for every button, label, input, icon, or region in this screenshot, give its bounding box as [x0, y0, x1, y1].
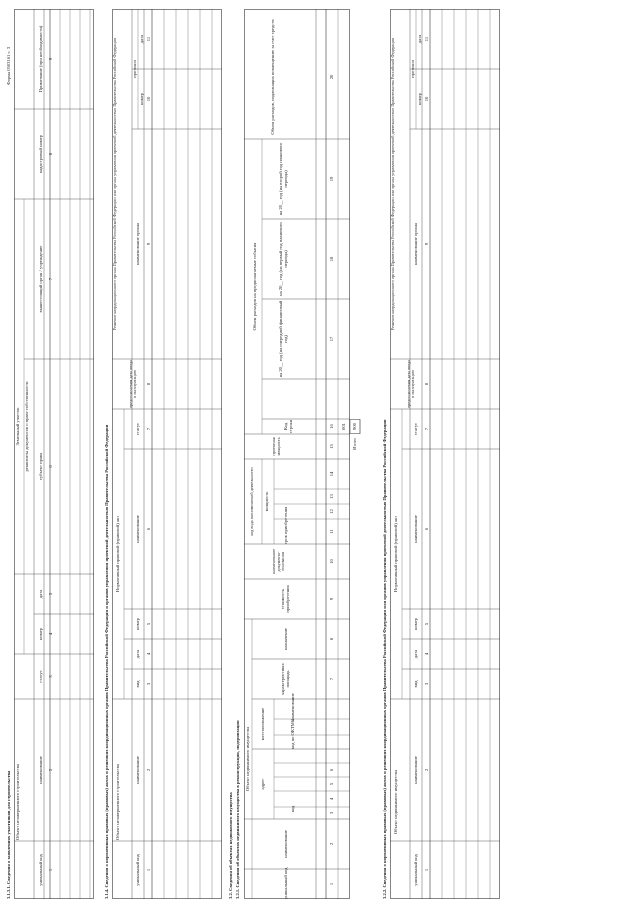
s314-group-left: Объект незавершенного строительства: [115, 764, 120, 840]
s322-group-left: Объект недвижимого имущества: [393, 769, 398, 835]
s321-col-area: характеристики: площадь: [280, 662, 290, 696]
s313-num: 6: [48, 465, 53, 468]
s314-num: 9: [146, 242, 151, 246]
s314-group-right: Решение координационного органа Правительства Российской Федерации или органа управления проектной деятельностью Правительства Российской Федерации: [112, 37, 117, 331]
section-321-title: 3.2.1. Сведения об объектах недвижимого имущества в реконструкции, модернизации: [235, 720, 240, 899]
s313-col-higher: вышестоящий орган / учреждение: [38, 245, 43, 313]
s321-num: 2: [329, 842, 334, 846]
s322-col-proj: предполагаемая дата ввода в эксплуатацию: [406, 360, 416, 408]
s322-col-vid: вид: [413, 680, 418, 688]
s321-col-kod-okato: код по ОКТМО: [290, 718, 295, 749]
s313-col-cadastral: кадастровый номер: [38, 134, 43, 174]
section-32-title: 3.2. Сведения об объектах недвижимого имущества: [228, 792, 233, 899]
s314-col-code: уникальный код: [135, 854, 140, 886]
s321-num: 4: [329, 797, 334, 801]
s322-col-pdate: дата: [417, 34, 422, 44]
s313-num: 4: [48, 632, 53, 636]
s321-num: 16: [329, 424, 334, 429]
s321-num: 19: [329, 176, 334, 182]
s321-num: 15: [329, 444, 334, 449]
s321-num: 10: [329, 559, 334, 564]
s314-num: 6: [146, 527, 151, 531]
s322-col-number: номер: [413, 618, 418, 630]
section-322-title: 3.2.2. Сведения о нормативных правовых (правовых) актах и решениях координационных органов Правительства Российской Федерации или органов управления проектной деятельностью Правительства Российской Федерации: [382, 419, 387, 899]
s321-row-y3: на 20__ год (на второй год планового периода): [278, 142, 288, 216]
s313-col-note: Примечание (при необходимости): [38, 25, 43, 93]
s313-num: 7: [48, 277, 53, 281]
s314-col-pdate: дата: [139, 34, 144, 44]
s322-num: 3: [424, 682, 429, 686]
s314-num: 1: [146, 868, 151, 872]
s313-num: 2: [48, 768, 53, 772]
s322-num: 5: [424, 622, 429, 626]
s322-num: 10: [424, 96, 429, 102]
s322-col-protocol: протокол: [410, 60, 415, 78]
s321-num: 14: [329, 471, 334, 477]
s322-col-date: дата: [413, 649, 418, 659]
s321-col-year: срок приобретения: [283, 506, 288, 544]
s321-code-001: 001: [341, 423, 346, 430]
s322-num: 7: [424, 427, 429, 431]
form-code: Форма 0503161 с. 3: [6, 46, 11, 85]
s321-col-total: Объем расходов, подлежащих возмещению за счет средств: [270, 19, 275, 135]
s314-num: 2: [146, 768, 151, 772]
s314-num: 10: [146, 96, 151, 102]
s314-num: 5: [146, 622, 151, 626]
s314-col-protocol: протокол: [132, 60, 137, 78]
section-314-table: [112, 9, 222, 899]
s313-group-header: Объект незавершенного строительства: [15, 764, 20, 840]
s314-col-vid: вид: [135, 680, 140, 688]
s321-col-state: код вида экономической деятельности: [249, 467, 254, 536]
s314-num: 7: [146, 427, 151, 431]
s321-group-top: Объект недвижимого имущества: [245, 726, 250, 792]
s321-num: 20: [329, 74, 334, 80]
s322-num: 11: [424, 36, 429, 42]
section-322-table: [390, 9, 500, 899]
s314-col-date: дата: [135, 649, 140, 659]
s321-col-cap: мощность: [264, 491, 269, 512]
s314-col-status: статус: [135, 422, 140, 436]
s321-code-900: 900: [352, 423, 357, 430]
s321-col-naim: наименование: [290, 693, 295, 721]
s321-num: 11: [329, 529, 334, 534]
s313-col-subject: субъект права: [38, 452, 43, 481]
s322-num: 2: [424, 768, 429, 772]
s314-col-organ: наименование органа: [135, 223, 140, 265]
s321-col-address: адрес: [260, 778, 265, 790]
s313-num: 9: [48, 57, 53, 61]
s314-col-pnum: номер: [139, 93, 144, 105]
section-313-title: 3.1.3.1. Сведения о заявлениях участников для строительства: [6, 770, 11, 899]
s321-row-y1: на 20__ год (на очередной финансовый год): [278, 300, 288, 378]
s321-num: 6: [329, 768, 334, 772]
s313-col-code: уникальный код: [38, 854, 43, 886]
s322-num: 8: [424, 382, 429, 386]
section-314-title: 3.1.4. Сведения о нормативных правовых (правовых) актах и решениях координационных органов Правительства Российской Федерации и органов управления проектной деятельностью Правительства Российской Федерации: [104, 424, 109, 899]
s313-col-date: дата: [38, 589, 43, 599]
s321-num: 9: [329, 597, 334, 601]
s313-rights-header: реквизиты документов о праве собственности: [24, 381, 29, 472]
s314-col-number: номер: [135, 618, 140, 630]
s313-num: 5: [48, 592, 53, 596]
s321-num: 1: [329, 882, 334, 886]
s321-col-kod: код: [290, 805, 295, 813]
s322-col-name: наименование: [413, 756, 418, 784]
s322-col-status: статус: [413, 422, 418, 436]
s314-num: 11: [146, 36, 151, 42]
s321-col-name: наименование: [283, 830, 288, 858]
s321-num: 8: [329, 637, 334, 641]
s322-col-pnum: номер: [417, 93, 422, 105]
s314-num: 8: [146, 382, 151, 386]
s321-num: 5: [329, 782, 334, 786]
s313-col-number: номер: [38, 628, 43, 640]
s321-col-cost: стоимость приобретения: [280, 585, 290, 613]
s321-num: 12: [329, 509, 334, 514]
s321-col-fin: Объем расходов на предполагаемые события: [252, 242, 257, 331]
s322-group-right: Решение координационного органа Правительства Российской Федерации или органа управления проектной деятельностью Правительства Российской Федерации: [390, 37, 395, 331]
s321-num: 7: [329, 677, 334, 681]
s322-col-code: уникальный код: [413, 854, 418, 886]
s314-col-title: наименование: [135, 515, 140, 543]
s314-col-proj: предполагаемая дата ввода в эксплуатацию: [128, 360, 138, 408]
s322-num: 6: [424, 527, 429, 531]
s321-col-purpose: назначение: [283, 628, 288, 650]
s314-num: 3: [146, 682, 151, 686]
s321-num: 13: [329, 494, 334, 499]
s313-num: 8: [48, 152, 53, 156]
s313-col-name: наименование: [38, 756, 43, 784]
s322-group-mid: Нормативный правовой (правовой) акт: [393, 515, 398, 593]
s321-col-doc: наименование документа-основания: [271, 548, 285, 575]
s322-col-organ: наименование органа: [413, 223, 418, 265]
s321-col-location: местоположение: [260, 707, 265, 741]
s313-num: 1: [48, 868, 53, 872]
s314-col-name: наименование: [135, 756, 140, 784]
s314-group-mid: Нормативный правовой (правовой) акт: [115, 515, 120, 593]
s321-col-code: уникальный код: [283, 867, 288, 899]
s321-num: 17: [329, 336, 334, 342]
s314-num: 4: [146, 652, 151, 656]
s313-col-status: статус: [38, 670, 43, 683]
s321-total-label: Итого: [352, 438, 357, 450]
s321-num: 3: [329, 811, 334, 815]
s322-num: 1: [424, 868, 429, 872]
s321-row-y2: на 20__ год (на первый год планового периода): [278, 222, 288, 296]
section-321-table: [244, 9, 384, 899]
s313-num: 3: [48, 675, 53, 678]
s321-num: 18: [329, 256, 334, 262]
s322-num: 9: [424, 242, 429, 246]
s321-col-proj-cap: проектная мощность: [271, 437, 281, 456]
s321-row-kod: Код строки: [283, 419, 293, 434]
s322-col-title: наименование: [413, 515, 418, 543]
s313-land-header: Земельный участок: [15, 407, 20, 446]
s322-num: 4: [424, 652, 429, 656]
